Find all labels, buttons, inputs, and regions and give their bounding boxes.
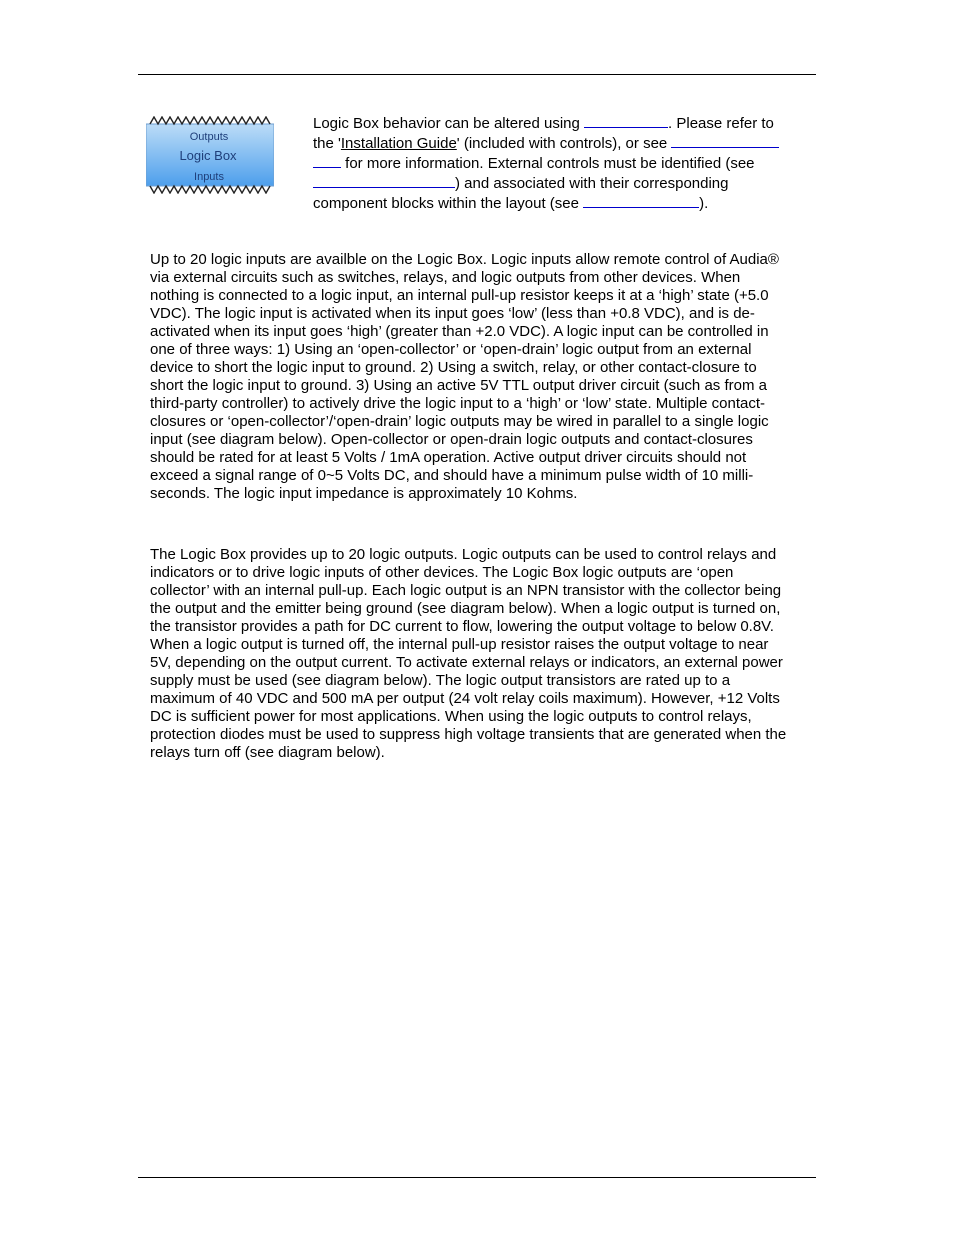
intro-text: component blocks within the layout (see <box>313 195 584 212</box>
paragraph-line: input (see diagram below). Open-collector or open-drain logic outputs and contact-closures <box>150 431 753 448</box>
logic-inputs-paragraph <box>150 251 815 503</box>
intro-text: Logic Box behavior can be altered using <box>313 115 585 132</box>
footer-rule <box>138 1177 816 1178</box>
logic-box-block-icon <box>146 116 274 194</box>
output-pins <box>150 117 270 124</box>
paragraph-line: seconds. The logic input impedance is approximately 10 Kohms. <box>150 485 578 502</box>
paragraph-line: When a logic output is turned off, the internal pull-up resistor raises the output voltage to near <box>150 636 769 653</box>
intro-text: for more information. External controls must be identified (see <box>341 155 755 172</box>
paragraph-line: nothing is connected to a logic input, an internal pull-up resistor keeps it at a ‘high’ state (+5.0 <box>150 287 769 304</box>
intro-text: ). <box>699 195 709 212</box>
header-rule <box>138 74 816 75</box>
intro-text: the ' <box>313 135 341 152</box>
paragraph-line: activated when its input goes ‘high’ (greater than +2.0 VDC). A logic input can be controlled in <box>150 323 769 340</box>
paragraph-line: maximum of 40 VDC and 500 mA per output (24 volt relay coils maximum). However, +12 Volts <box>150 690 780 707</box>
identification-link[interactable] <box>313 173 455 188</box>
paragraph-line: collector’ with an internal pull-up. Each logic output is an NPN transistor with the collector being <box>150 582 782 599</box>
paragraph-line: closures or ‘open-collector’/‘open-drain’ logic outputs may be wired in parallel to a single logic <box>150 413 769 430</box>
paragraph-line: device to short the logic input to ground. 2) Using a switch, relay, or other contact-closure to <box>150 359 757 376</box>
intro-paragraph <box>313 113 813 213</box>
paragraph-line: short the logic input to ground. 3) Using an active 5V TTL output driver circuit (such as from a <box>150 377 767 394</box>
paragraph-line: 5V, depending on the output current. To activate external relays or indicators, an external power <box>150 654 783 671</box>
input-pins <box>150 186 270 193</box>
intro-text: . Please refer to <box>668 115 774 132</box>
block-title-label: Logic Box <box>179 148 237 163</box>
external-controls-link[interactable] <box>584 113 668 128</box>
paragraph-line: Up to 20 logic inputs are availble on the Logic Box. Logic inputs allow remote control of Audia® <box>150 251 779 268</box>
paragraph-line: The Logic Box provides up to 20 logic outputs. Logic outputs can be used to control relays and <box>150 546 777 563</box>
paragraph-line: one of three ways: 1) Using an ‘open-collector’ or ‘open-drain’ logic output from an external <box>150 341 752 358</box>
installation-guide-link[interactable]: Installation Guide <box>340 135 457 152</box>
reference-link[interactable] <box>671 133 779 148</box>
paragraph-line: should be rated for at least 5 Volts / 1mA operation. Active output driver circuits should not <box>150 449 747 466</box>
paragraph-line: DC is sufficient power for most applications. When using the logic outputs to control relays, <box>150 708 752 725</box>
reference-link-continued[interactable] <box>313 153 341 168</box>
paragraph-line: indicators or to drive logic inputs of other devices. The Logic Box logic outputs are ‘open <box>150 564 734 581</box>
block-inputs-label: Inputs <box>194 171 224 183</box>
intro-text: ) and associated with their corresponding <box>455 175 729 192</box>
paragraph-line: protection diodes must be used to suppress high voltage transients that are generated when the <box>150 726 787 743</box>
paragraph-line: third-party controller) to actively drive the logic input to a ‘high’ or ‘low’ state. Multiple contact- <box>150 395 765 412</box>
paragraph-line: the transistor provides a path for DC current to flow, lowering the output voltage to below 0.8V. <box>150 618 774 635</box>
paragraph-line: via external circuits such as switches, relays, and logic outputs from other devices. When <box>150 269 741 286</box>
intro-text: ' (included with controls), or see <box>456 135 672 152</box>
paragraph-line: exceed a signal range of 0~5 Volts DC, and should have a minimum pulse width of 10 milli- <box>150 467 754 484</box>
paragraph-line: supply must be used (see diagram below). The logic output transistors are rated up to a <box>150 672 731 689</box>
block-outputs-label: Outputs <box>189 131 229 143</box>
association-link[interactable] <box>583 193 699 208</box>
paragraph-line: the output and the emitter being ground (see diagram below). When a logic output is turned on, <box>150 600 781 617</box>
logic-outputs-paragraph <box>150 546 815 762</box>
paragraph-line: VDC). The logic input is activated when its input goes ‘low’ (less than +0.8 VDC), and is de- <box>150 305 755 322</box>
paragraph-line: relays turn off (see diagram below). <box>150 744 385 761</box>
